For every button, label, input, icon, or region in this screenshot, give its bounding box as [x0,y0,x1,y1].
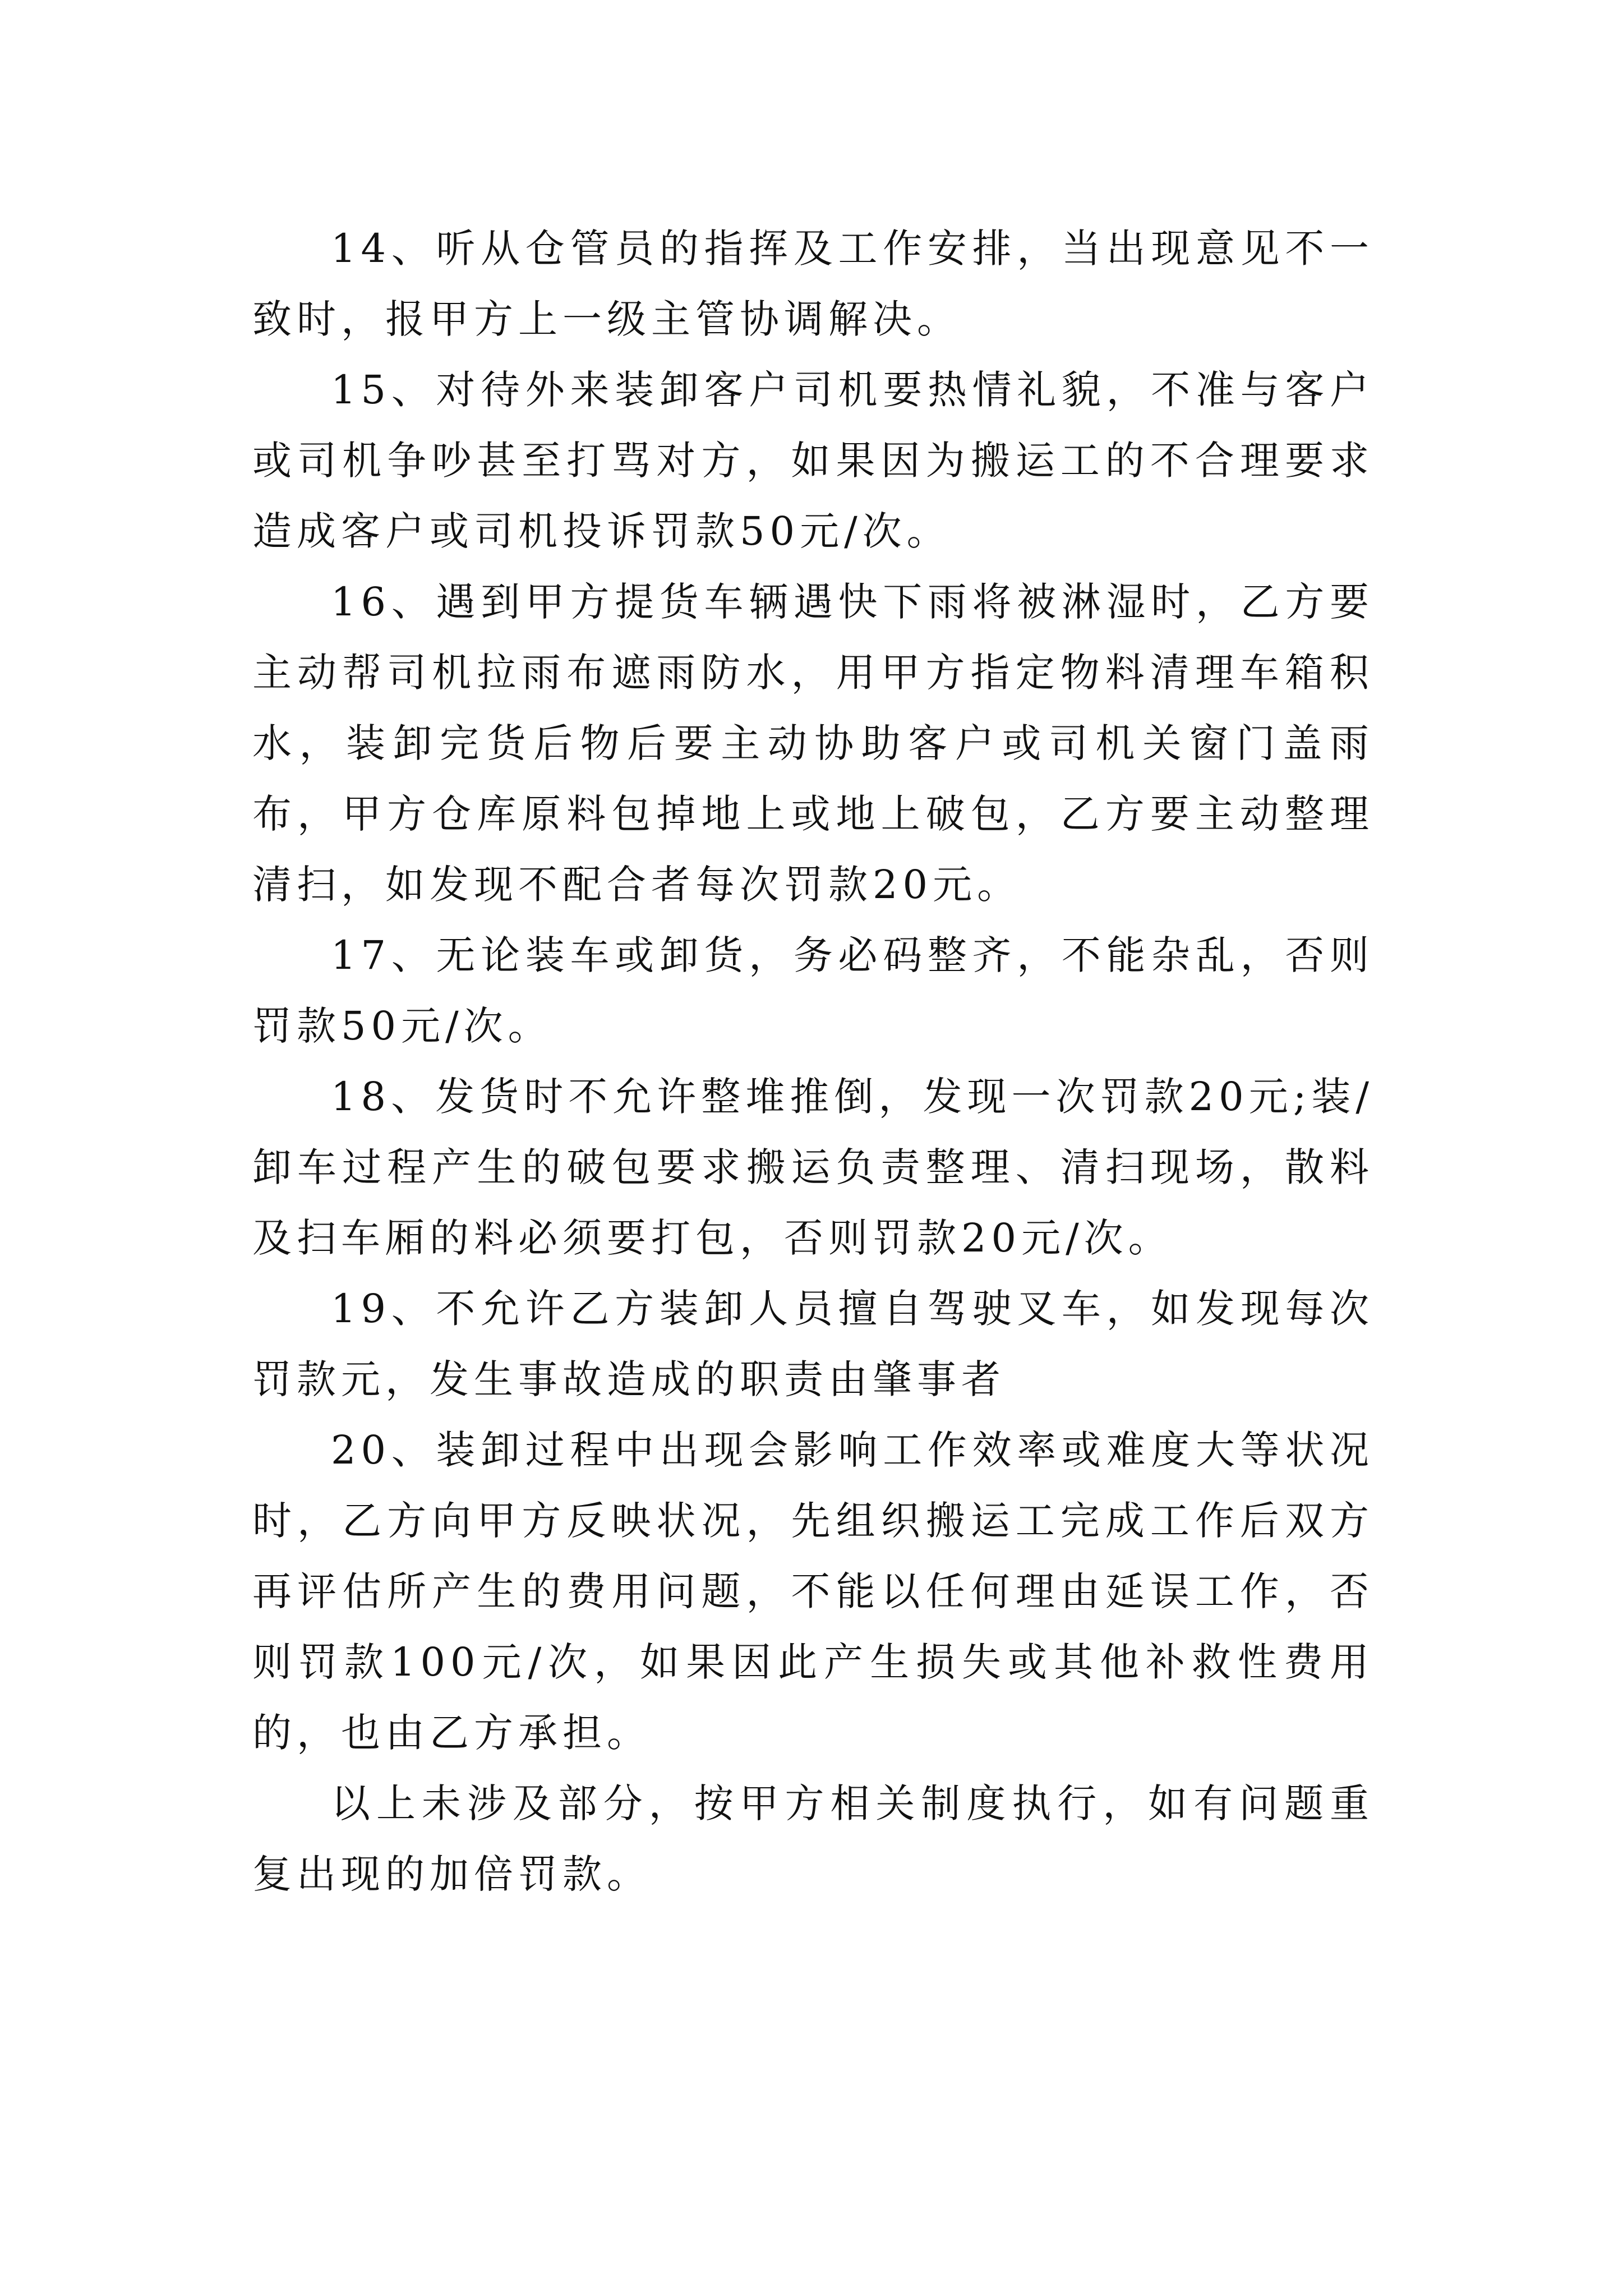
paragraph-rule-16: 16、遇到甲方提货车辆遇快下雨将被淋湿时，乙方要主动帮司机拉雨布遮雨防水，用甲方指定物料清理车箱积水，装卸完货后物后要主动协助客户或司机关窗门盖雨布，甲方仓库原料包掉地上或地上破包，乙方要主动整理清扫，如发现不配合者每次罚款20元。 [252,579,1374,908]
paragraph-rule-14: 14、听从仓管员的指挥及工作安排，当出现意见不一致时，报甲方上一级主管协调解决。 [252,226,1374,342]
paragraph-rule-17: 17、无论装车或卸货，务必码整齐，不能杂乱，否则罚款50元/次。 [252,932,1374,1049]
paragraph-rule-20: 20、装卸过程中出现会影响工作效率或难度大等状况时，乙方向甲方反映状况，先组织搬运工完成工作后双方再评估所产生的费用问题，不能以任何理由延误工作，否则罚款100元/次，如果因此产生损失或其他补救性费用的，也由乙方承担。 [252,1427,1374,1756]
paragraph-rule-19: 19、不允许乙方装卸人员擅自驾驶叉车，如发现每次罚款元，发生事故造成的职责由肇事者 [252,1286,1374,1402]
document-body [252,213,1374,1910]
paragraph-rule-18: 18、发货时不允许整堆推倒，发现一次罚款20元;装/卸车过程产生的破包要求搬运负责整理、清扫现场，散料及扫车厢的料必须要打包，否则罚款20元/次。 [252,1074,1374,1261]
paragraph-closing-note: 以上未涉及部分，按甲方相关制度执行，如有问题重复出现的加倍罚款。 [252,1780,1374,1897]
paragraph-rule-15: 15、对待外来装卸客户司机要热情礼貌，不准与客户或司机争吵甚至打骂对方，如果因为搬运工的不合理要求造成客户或司机投诉罚款50元/次。 [252,367,1374,554]
